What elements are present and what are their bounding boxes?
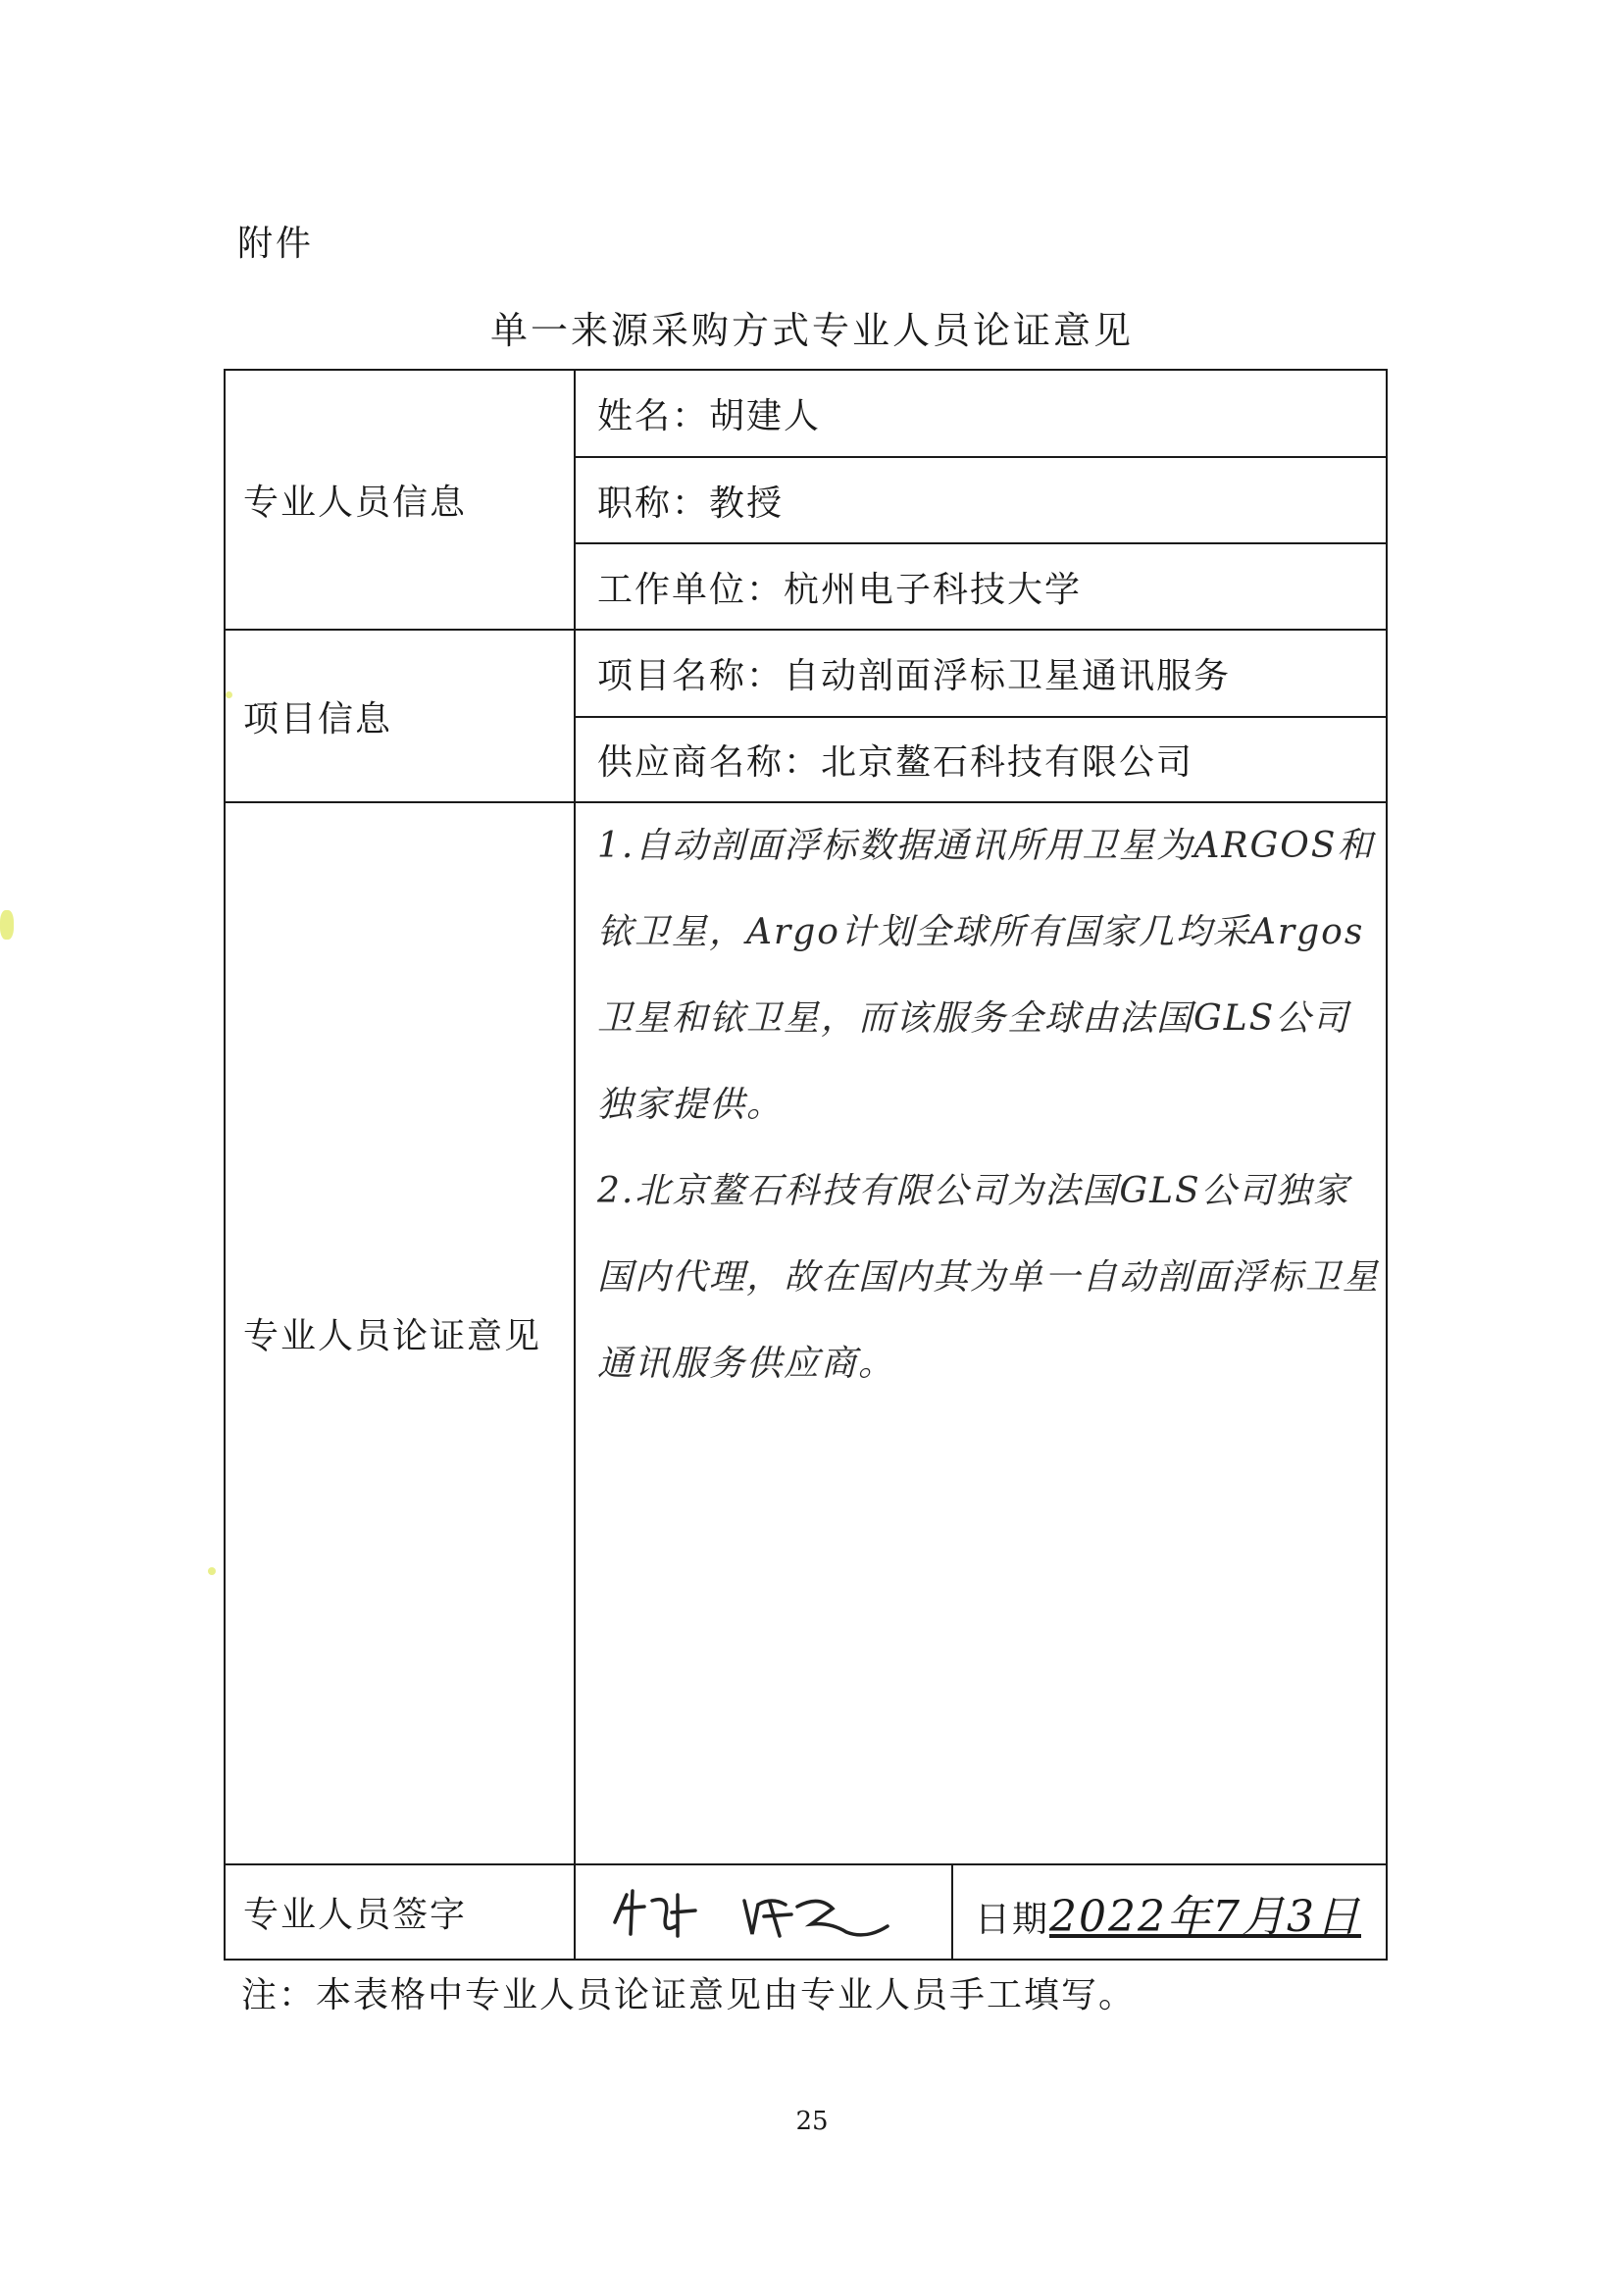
personnel-employer: 工作单位：杭州电子科技大学 bbox=[575, 543, 1387, 630]
date-cell bbox=[952, 1864, 1387, 1960]
signature-label: 专业人员签字 bbox=[225, 1864, 575, 1960]
personnel-title: 职称：教授 bbox=[575, 457, 1387, 543]
attachment-label: 附件 bbox=[237, 224, 315, 264]
paper-speck bbox=[208, 1567, 216, 1575]
project-info-label: 项目信息 bbox=[225, 630, 575, 802]
handwritten-opinion bbox=[575, 802, 1387, 1864]
opinion-label: 专业人员论证意见 bbox=[225, 802, 575, 1864]
personnel-info-label: 专业人员信息 bbox=[225, 370, 575, 630]
project-name: 项目名称：自动剖面浮标卫星通讯服务 bbox=[575, 630, 1387, 717]
handwritten-signature bbox=[576, 1865, 948, 1950]
supplier-name: 供应商名称：北京鳌石科技有限公司 bbox=[575, 717, 1387, 802]
paper-speck bbox=[0, 910, 14, 940]
personnel-name: 姓名：胡建人 bbox=[575, 370, 1387, 457]
signature-cell bbox=[575, 1864, 952, 1960]
footnote: 注：本表格中专业人员论证意见由专业人员手工填写。 bbox=[241, 1975, 1137, 2015]
opinion-form bbox=[224, 369, 1388, 1961]
document-title: 单一来源采购方式专业人员论证意见 bbox=[489, 309, 1134, 352]
date-label: 日期 bbox=[975, 1899, 1050, 1940]
page-number: 25 bbox=[795, 2107, 829, 2136]
date-value: 2022年7月3日 bbox=[1049, 1891, 1361, 1942]
opinion-paragraph-1: 1.自动剖面浮标数据通讯所用卫星为ARGOS和铱卫星，Argo计划全球所有国家几均采Argos卫星和铱卫星，而该服务全球由法国GLS公司独家提供。 bbox=[597, 826, 1375, 1125]
opinion-paragraph-2: 2.北京鳌石科技有限公司为法国GLS公司独家国内代理，故在国内其为单一自动剖面浮标卫星通讯服务供应商。 bbox=[597, 1171, 1381, 1384]
paper-speck bbox=[226, 691, 232, 698]
